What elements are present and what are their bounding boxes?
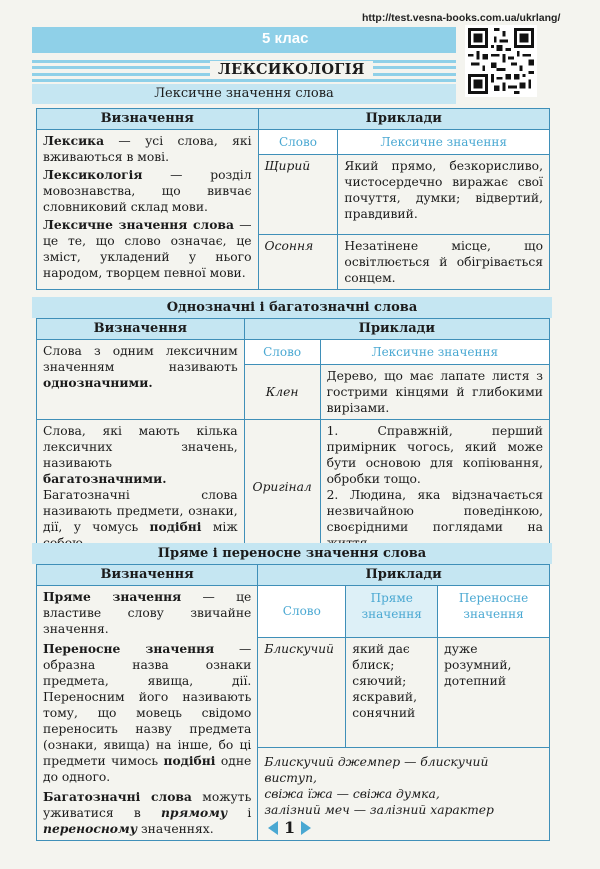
grade-banner — [32, 27, 456, 53]
term: подібні — [163, 753, 216, 768]
grade-label: 5 клас — [262, 30, 309, 47]
figurative-line: дотепний — [444, 673, 507, 688]
term: прямому — [160, 805, 228, 820]
usage-example: Блискучий джемпер — блискучий виступ, — [264, 754, 489, 785]
direct-figurative-table — [36, 564, 550, 841]
figurative-line: розумний, — [444, 657, 512, 672]
usage-example: залізний меч — залізний характер — [264, 802, 494, 817]
subheader-direct: Пряме значення — [346, 586, 438, 638]
figurative-meaning — [438, 637, 550, 747]
definition-text: Багатозначні слова називають предмети, ознаки, дії, у чомусь — [43, 488, 238, 534]
term-definition: можуть уживатися в — [43, 790, 252, 820]
term-definition: і — [227, 806, 252, 820]
example-word: Оригінал — [244, 420, 320, 555]
lexical-meaning-table — [36, 108, 550, 290]
example-word: Щирий — [258, 155, 338, 235]
example-meaning: Незатінене місце, що освітлюється й обігрівається сонцем. — [338, 235, 550, 290]
qr-code-icon[interactable] — [465, 25, 537, 97]
section-title: ЛЕКСИКОЛОГІЯ — [210, 61, 373, 78]
subheader-word: Слово — [258, 130, 338, 155]
subheader-figurative: Переносне значення — [438, 586, 550, 638]
example-word: Блискучий — [258, 637, 346, 747]
subheader-word: Слово — [258, 586, 346, 638]
source-url[interactable]: http://test.vesna-books.com.ua/ukrlang/ — [362, 12, 561, 24]
example-meaning — [320, 420, 549, 555]
table3-title: Пряме і переносне значення слова — [32, 543, 552, 564]
term: Пряме значення — [43, 589, 182, 604]
term: Лексикологія — [43, 167, 143, 182]
subheader-meaning: Лексичне значення — [320, 340, 549, 365]
term-definition: — це властиве слову звичайне значення. — [43, 590, 252, 636]
definition-cell — [37, 420, 245, 555]
definition-text: між — [212, 520, 238, 534]
example-meaning: Дерево, що має лапате листя з гострими кінцями й глибокими вирізами. — [320, 365, 549, 420]
direct-line: яскравий, — [352, 689, 418, 704]
direct-meaning — [346, 637, 438, 747]
term-definition: значеннях. — [137, 822, 214, 836]
col-examples-header: Приклади — [258, 565, 550, 586]
prev-page-icon[interactable] — [268, 821, 278, 835]
example-meaning: Який прямо, безкорисливо, чистосердечно виражає свої почуття, думки; відвертий, правдивий. — [338, 155, 550, 235]
term-definition: — розділ мовознавства, що вивчає словниковий склад мови. — [43, 168, 252, 214]
col-examples-header: Приклади — [244, 319, 549, 340]
pagination — [268, 818, 311, 837]
term: Переносне значення — [43, 641, 215, 656]
definition-cell — [37, 130, 259, 290]
definition-cell — [37, 586, 258, 841]
next-page-icon[interactable] — [301, 821, 311, 835]
term-definition: — образна назва ознаки предмета, явища, дії. Переносним його називають тому, що мовець свідомо переносить назву предмета (ознаки, явища) на інше, бо ці предмети чимось — [43, 642, 252, 768]
term: багатозначними. — [43, 471, 167, 486]
term-definition: — це те, що слово означає, це зміст, укладений у нього народом, творцем певної мови. — [43, 218, 252, 280]
page-number: 1 — [284, 818, 296, 837]
col-definition-header: Визначення — [37, 319, 245, 340]
col-definition-header: Визначення — [37, 565, 258, 586]
term-definition: одне до одного. — [43, 754, 252, 784]
subsection-title: Лексичне значення слова — [32, 84, 456, 104]
direct-line: який дає — [352, 641, 410, 656]
direct-line: блиск; — [352, 657, 395, 672]
col-examples-header: Приклади — [258, 109, 549, 130]
direct-line: сонячний — [352, 705, 416, 720]
meaning-1: 1. Справжній, перший примірник чогось, який може бути основою для копіювання, обробки тощо. — [326, 424, 543, 486]
example-word: Клен — [244, 365, 320, 420]
single-multi-meaning-table — [36, 318, 550, 555]
definition-cell — [37, 340, 245, 420]
term: Лексика — [43, 133, 105, 148]
term: однозначними. — [43, 375, 153, 390]
meaning-2: 2. Людина, яка відзначається незвичайною поведінкою, своєрідними поглядами на — [326, 488, 543, 534]
table2-title: Однозначні і багатозначні слова — [32, 297, 552, 318]
usage-example: свіжа їжа — свіжа думка, — [264, 786, 440, 801]
definition-text: Слова, які мають кілька лексичних значень, називають — [43, 424, 238, 470]
subheader-meaning: Лексичне значення — [338, 130, 550, 155]
term: Багатозначні слова — [43, 789, 192, 804]
subheader-word: Слово — [244, 340, 320, 365]
term: подібні — [149, 519, 202, 534]
term-definition: — усі слова, які вживаються в мові. — [43, 134, 252, 164]
example-word: Осоння — [258, 235, 338, 290]
term: Лексичне значення слова — [43, 217, 234, 232]
figurative-line: дуже — [444, 641, 478, 656]
term: переносному — [43, 821, 138, 836]
direct-line: сяючий; — [352, 673, 407, 688]
definition-text: Слова з одним лексичним значенням називають — [43, 344, 238, 374]
col-definition-header: Визначення — [37, 109, 259, 130]
